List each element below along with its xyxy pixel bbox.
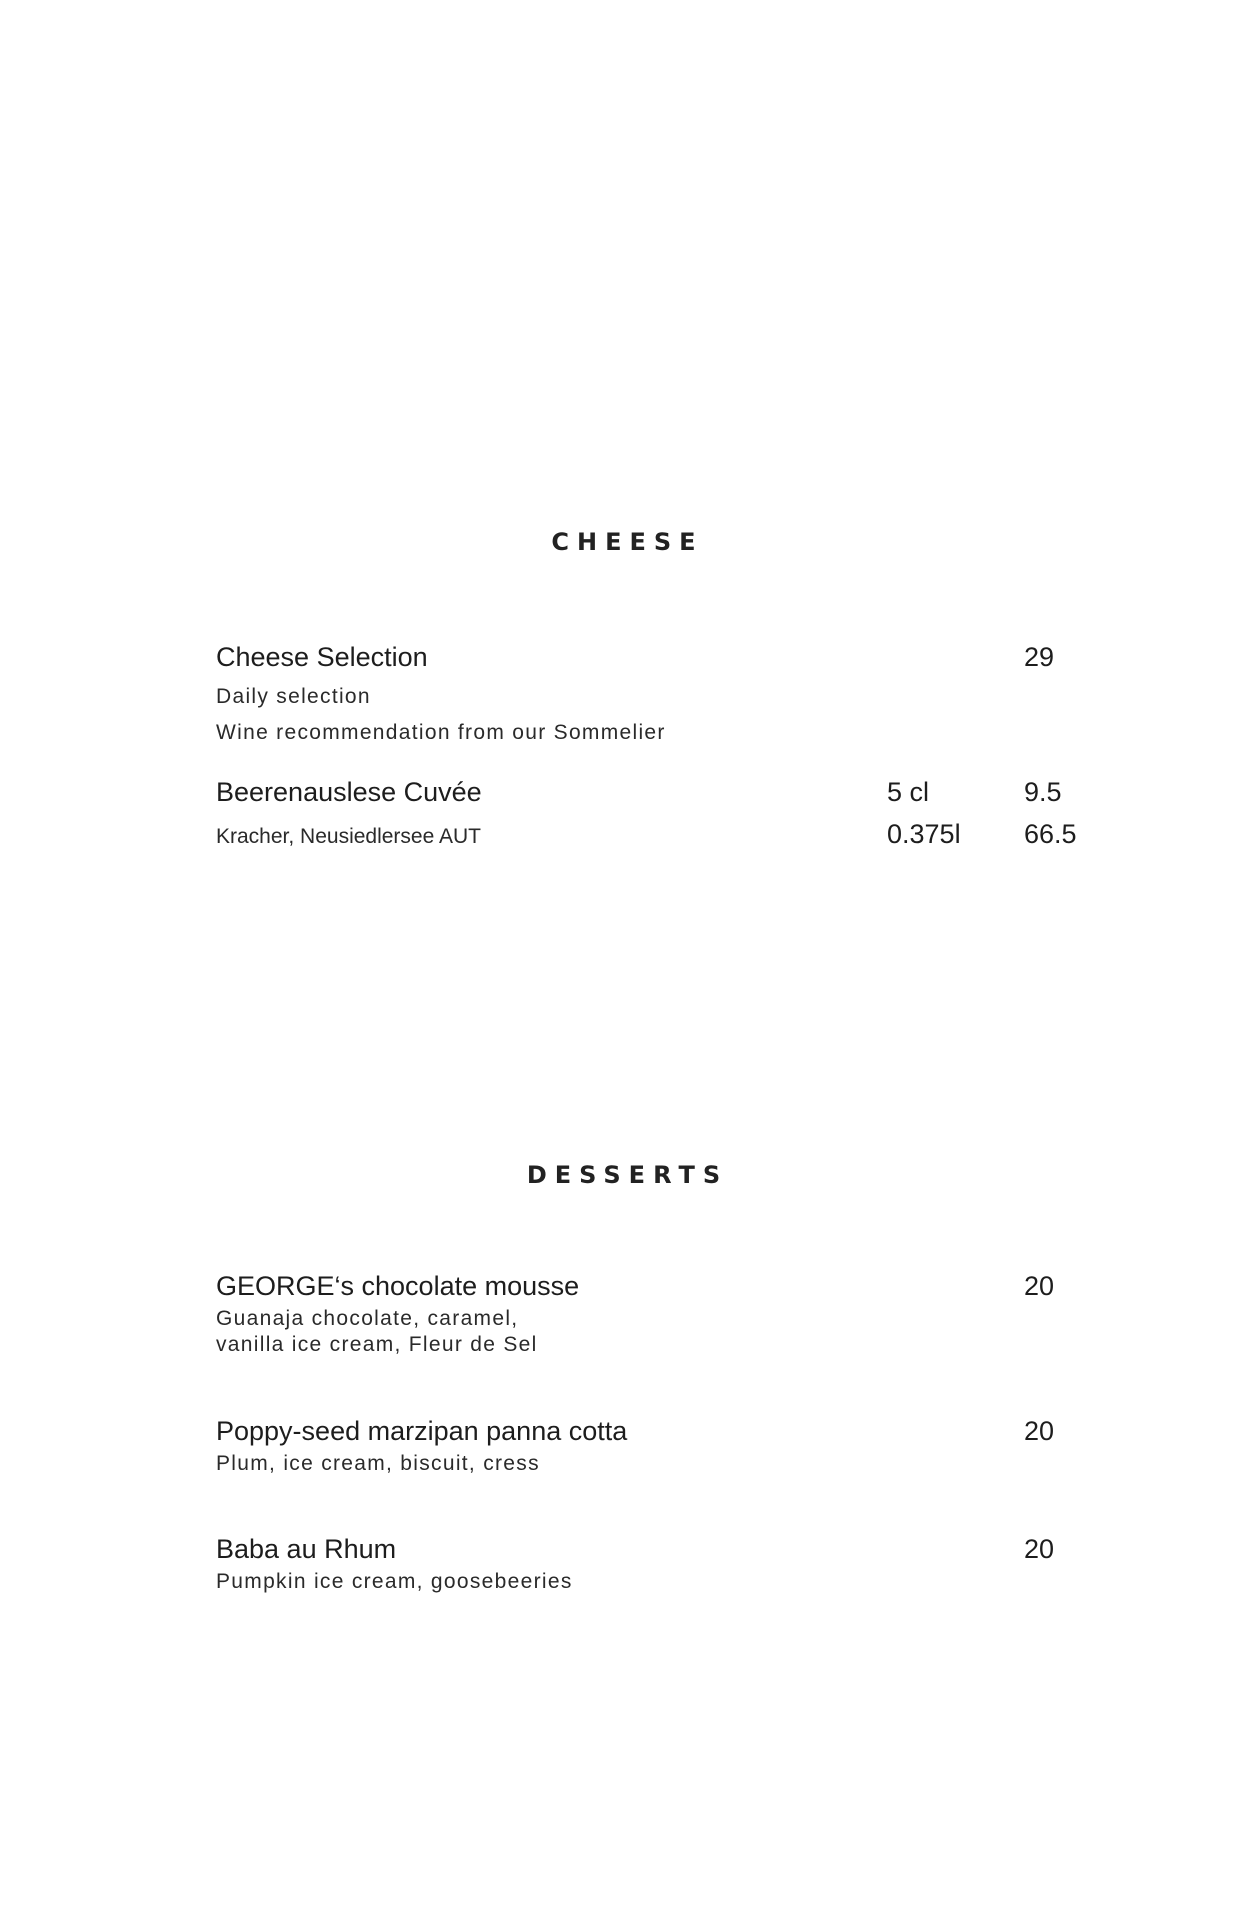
dessert-price: 20 — [1024, 1534, 1055, 1564]
dessert-desc: Pumpkin ice cream, goosebeeries — [216, 1570, 573, 1593]
dessert-desc: vanilla ice cream, Fleur de Sel — [216, 1333, 538, 1356]
wine-price-bottle: 66.5 — [1024, 819, 1077, 849]
dessert-desc: Plum, ice cream, biscuit, cress — [216, 1452, 540, 1475]
dessert-price: 20 — [1024, 1271, 1055, 1301]
dessert-price: 20 — [1024, 1416, 1055, 1446]
wine-size-bottle: 0.375l — [887, 819, 961, 849]
dessert-name: GEORGE‘s chocolate mousse — [216, 1271, 580, 1301]
cheese-selection-wine-note: Wine recommendation from our Sommelier — [216, 721, 666, 744]
dessert-name: Baba au Rhum — [216, 1534, 397, 1564]
dessert-desc: Guanaja chocolate, caramel, — [216, 1307, 519, 1330]
dessert-name: Poppy-seed marzipan panna cotta — [216, 1416, 628, 1446]
cheese-selection-name: Cheese Selection — [216, 642, 428, 672]
wine-size-glass: 5 cl — [887, 777, 930, 807]
wine-producer: Kracher, Neusiedlersee AUT — [216, 825, 481, 848]
cheese-heading: CHEESE — [551, 528, 704, 556]
desserts-heading: DESSERTS — [526, 1161, 729, 1189]
wine-name: Beerenauslese Cuvée — [216, 777, 482, 807]
wine-price-glass: 9.5 — [1024, 777, 1062, 807]
cheese-selection-desc: Daily selection — [216, 685, 371, 708]
cheese-selection-price: 29 — [1024, 642, 1055, 672]
